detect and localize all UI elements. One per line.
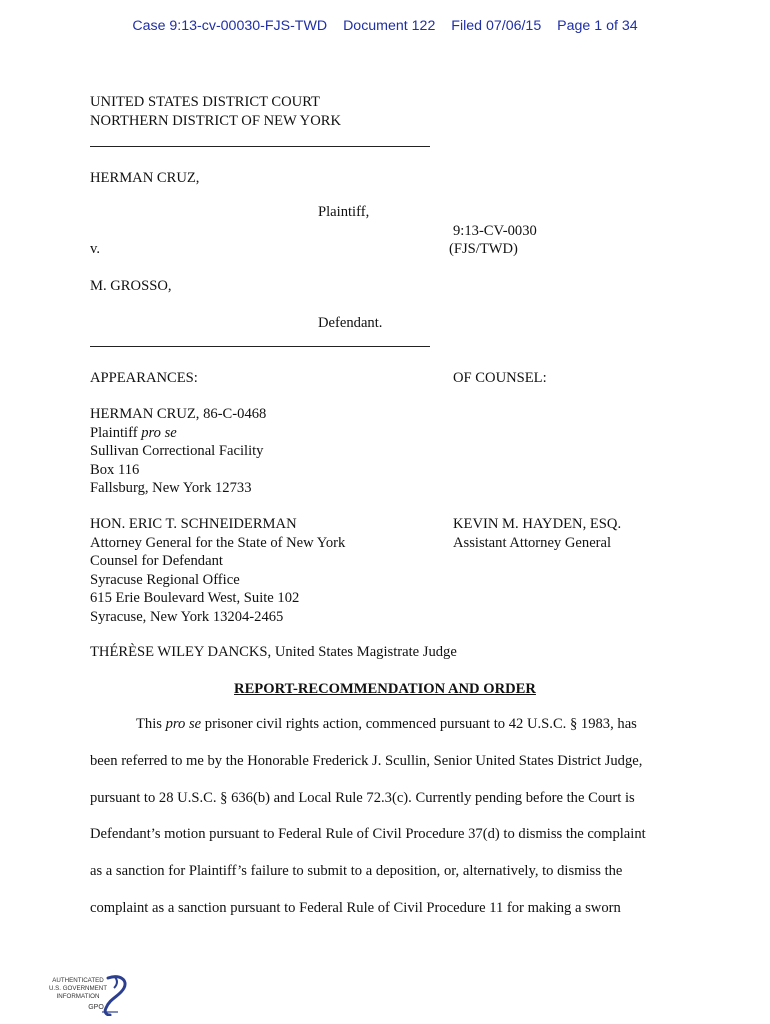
plaintiff-role: Plaintiff, [318,204,370,220]
judge-initials: (FJS/TWD) [449,241,518,257]
defendant-counsel-title: Attorney General for the State of New York [90,534,346,551]
body-line-3: pursuant to 28 U.S.C. § 636(b) and Local Rule 72.3(c). Currently pending before the Court is [90,789,635,806]
gpo-line2: U.S. GOVERNMENT [48,985,108,992]
body-paragraph [90,706,680,927]
defendant-counsel-city: Syracuse, New York 13204-2465 [90,608,284,625]
defendant-counsel-office: Syracuse Regional Office [90,571,240,588]
versus: v. [90,241,100,257]
caption-bottom-rule [90,346,430,347]
plaintiff-name: HERMAN CRUZ, [90,170,200,186]
order-title: REPORT-RECOMMENDATION AND ORDER [234,681,536,697]
defendant-counsel-name: HON. ERIC T. SCHNEIDERMAN [90,516,297,532]
gpo-line3: INFORMATION [56,993,100,1000]
gpo-eagle-icon [44,972,130,1016]
of-counsel-heading: OF COUNSEL: [453,370,547,386]
defendant-role: Defendant. [318,315,383,331]
court-name-line1: UNITED STATES DISTRICT COURT [90,94,320,110]
gpo-line4: GPO [88,1004,104,1011]
body-line-5: as a sanction for Plaintiff’s failure to submit to a deposition, or, alternatively, to dismiss the [90,863,623,880]
appearances-heading: APPEARANCES: [90,370,198,386]
of-counsel-name: KEVIN M. HAYDEN, ESQ. [453,516,622,532]
body-line-2: been referred to me by the Honorable Frederick J. Scullin, Senior United States District Judge, [90,752,643,769]
header-document-number: Document 122 [343,18,436,34]
header-page-count: Page 1 of 34 [557,18,638,34]
caption-top-rule [90,146,430,147]
pro-se-italic: pro se [141,424,177,441]
case-number: 9:13-CV-0030 [453,223,537,239]
header-case-number: Case 9:13-cv-00030-FJS-TWD [132,18,328,34]
body-line-1: This pro se prisoner civil rights action, commenced pursuant to 42 U.S.C. § 1983, has [136,716,637,732]
pro-se-italic: pro se [165,716,202,732]
defendant-counsel-appearance [90,515,345,626]
judge-line: THÉRÈSE WILEY DANCKS, United States Magistrate Judge [90,644,457,660]
plaintiff-address-line3: Fallsburg, New York 12733 [90,480,252,496]
plaintiff-address-line1: Sullivan Correctional Facility [90,443,264,459]
body-line-4: Defendant’s motion pursuant to Federal Rule of Civil Procedure 37(d) to dismiss the complaint [90,826,646,843]
gpo-line1: AUTHENTICATED [52,977,104,984]
ecf-header [0,17,770,36]
gpo-authentication-logo [44,972,130,1016]
of-counsel-title: Assistant Attorney General [453,534,612,551]
header-filed-date: Filed 07/06/15 [451,18,542,34]
plaintiff-address-line2: Box 116 [90,461,140,478]
court-name [90,93,341,130]
defendant-counsel-street: 615 Erie Boulevard West, Suite 102 [90,590,300,606]
plaintiff-appearance-name: HERMAN CRUZ, 86-C-0468 [90,406,267,422]
of-counsel-appearance [453,515,621,552]
defendant-counsel-role: Counsel for Defendant [90,553,223,569]
body-line-6: complaint as a sanction pursuant to Federal Rule of Civil Procedure 11 for making a sworn [90,899,621,916]
plaintiff-appearance-role: Plaintiff pro se [90,424,177,441]
court-name-line2: NORTHERN DISTRICT OF NEW YORK [90,112,342,129]
plaintiff-appearance [90,405,266,498]
defendant-name: M. GROSSO, [90,278,172,294]
